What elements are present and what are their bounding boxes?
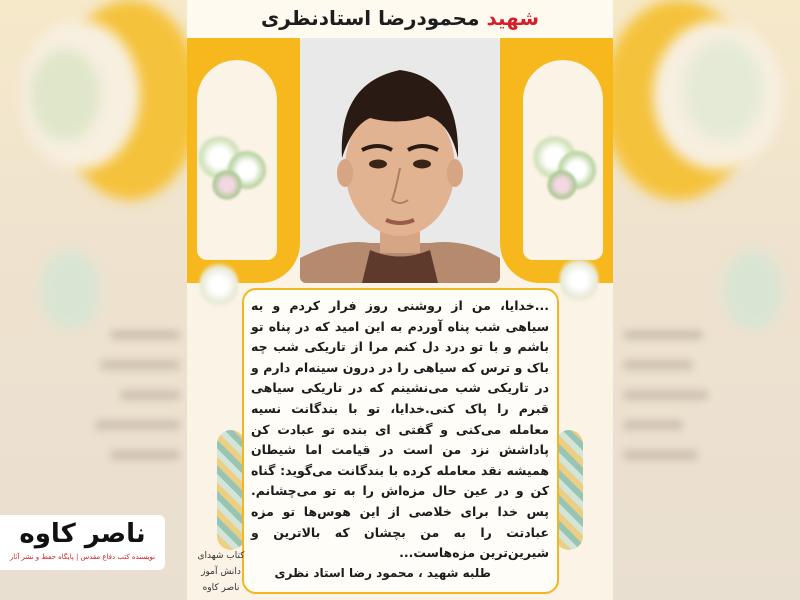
memorial-poster	[187, 0, 613, 600]
logo-text: ناصر کاوه	[19, 519, 146, 549]
portrait-figure	[300, 38, 500, 283]
book-credit	[196, 548, 246, 596]
credit-line-1: کتاب شهدای	[197, 551, 245, 561]
brand-logo[interactable]	[0, 515, 165, 570]
title-name: محمودرضا استادنظری	[260, 6, 480, 30]
portrait-photo	[300, 38, 500, 283]
page-title	[187, 6, 613, 30]
ornament-left-icon	[217, 430, 245, 550]
ornament-right-icon	[555, 430, 583, 550]
signature-line: طلبه شهید ، محمود رضا استاد نظری	[274, 566, 491, 580]
left-backdrop	[0, 0, 187, 600]
flower-right-lower-icon	[559, 255, 599, 305]
credit-line-3: ناصر کاوه	[202, 583, 240, 593]
title-prefix: شهید	[486, 6, 540, 30]
right-backdrop	[613, 0, 800, 600]
flower-left-lower-icon	[199, 260, 239, 310]
logo-tagline: نویسنده کتب دفاع مقدس | پایگاه حفظ و نشر آثار	[9, 553, 156, 561]
credit-line-2: دانش آموز	[201, 567, 241, 577]
testament-text: ...خدایا، من از روشنی روز فرار کردم و به سیاهی شب پناه آوردم به این امید که در پناه تو باشم و با تو درد دل کنم مرا از تاریکی شب چه باک و ترس که سیاهی را در درون سینه‌ام دارم و در تاریکی شب می‌نشینم که در تاریکی سیاهی قبرم را پاک کنی.خدایا، تو با بندگانت نسیه معامله می‌کنی و گفتی ای بنده تو عبادت کن پاداشش نزد من است در قیامت اما شیطان همیشه نقد معامله کرده با بندگانت می‌گوید: گناه کن و در عین حال مزه‌اش را به تو می‌چشانم. پس خدا برای خلاصی از این هوس‌ها تو مزه عبادتت را به من بچشان که بالاترین و شیرین‌ترین مزه‌هاست...	[251, 298, 549, 561]
